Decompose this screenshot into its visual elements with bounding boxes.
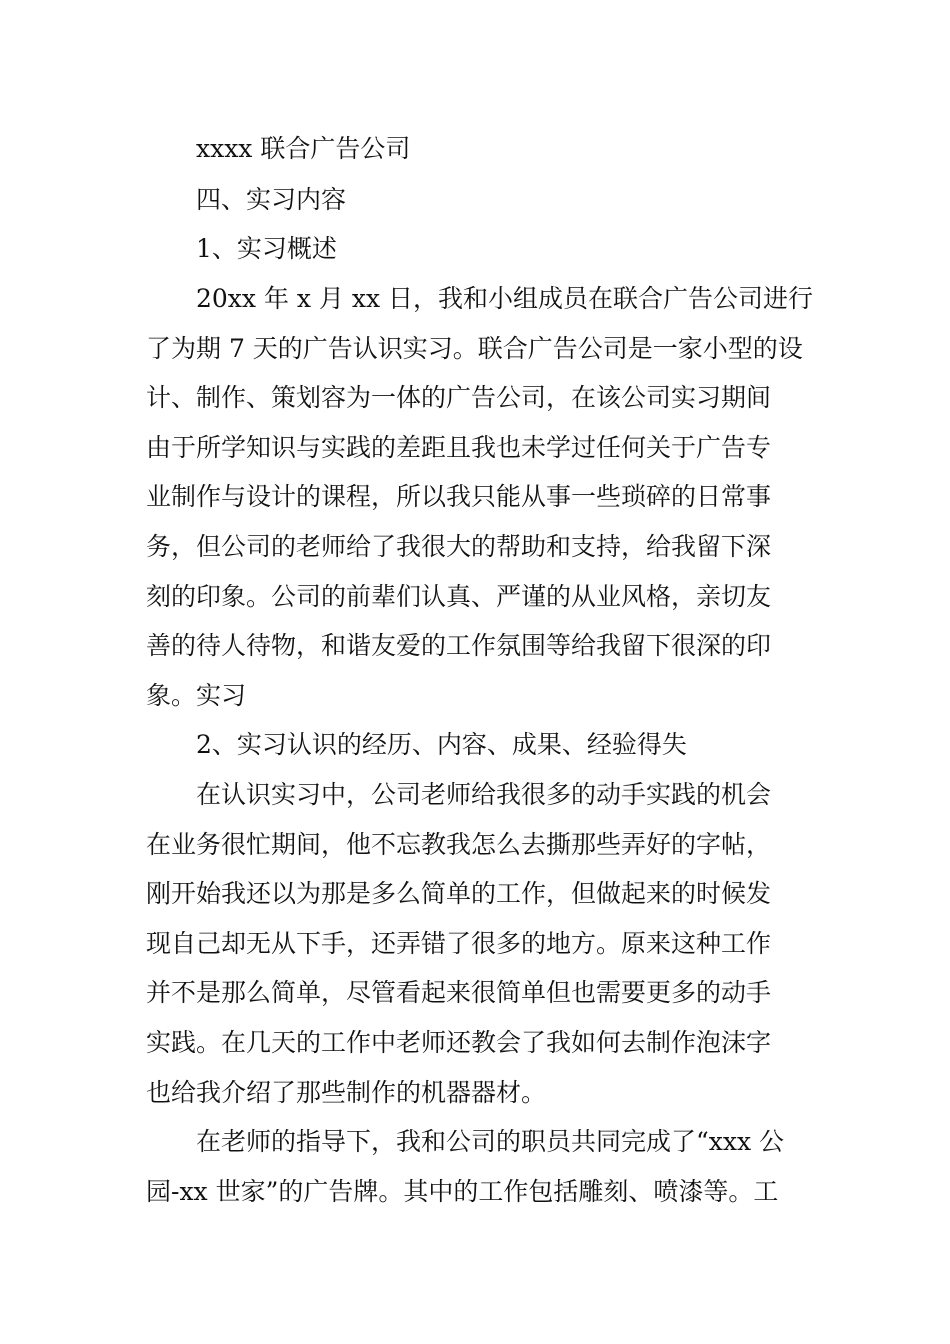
paragraph-line: 在认识实习中，公司老师给我很多的动手实践的机会 — [196, 780, 772, 809]
paragraph-line: 在老师的指导下，我和公司的职员共同完成了“xxx 公 — [196, 1127, 785, 1156]
paragraph-line: 在业务很忙期间，他不忘教我怎么去撕那些弄好的字帖， — [146, 830, 772, 859]
paragraph-line: 务，但公司的老师给了我很大的帮助和支持，给我留下深 — [146, 532, 772, 561]
paragraph-line: 业制作与设计的课程，所以我只能从事一些琐碎的日常事 — [146, 482, 772, 511]
paragraph-line: 计、制作、策划容为一体的广告公司，在该公司实习期间 — [146, 383, 772, 412]
paragraph-line: 现自己却无从下手，还弄错了很多的地方。原来这种工作 — [146, 929, 772, 958]
subheading-internship-experience: 2、实习认识的经历、内容、成果、经验得失 — [196, 730, 687, 759]
company-name-line: xxxx 联合广告公司 — [196, 134, 411, 163]
paragraph-line: 了为期 7 天的广告认识实习。联合广告公司是一家小型的设 — [146, 334, 803, 363]
paragraph-line: 刚开始我还以为那是多么简单的工作，但做起来的时候发 — [146, 879, 772, 908]
paragraph-line: 刻的印象。公司的前辈们认真、严谨的从业风格，亲切友 — [146, 582, 772, 611]
paragraph-line: 实践。在几天的工作中老师还教会了我如何去制作泡沫字 — [146, 1028, 772, 1057]
subheading-internship-overview: 1、实习概述 — [196, 234, 337, 263]
paragraph-line: 20xx 年 x 月 xx 日，我和小组成员在联合广告公司进行 — [196, 284, 814, 313]
section-heading-internship-content: 四、实习内容 — [196, 185, 347, 214]
paragraph-line: 并不是那么简单，尽管看起来很简单但也需要更多的动手 — [146, 978, 772, 1007]
paragraph-line: 由于所学知识与实践的差距且我也未学过任何关于广告专 — [146, 433, 772, 462]
paragraph-line: 象。实习 — [146, 681, 247, 710]
paragraph-line: 园-xx 世家”的广告牌。其中的工作包括雕刻、喷漆等。工 — [146, 1177, 779, 1206]
paragraph-line: 也给我介绍了那些制作的机器器材。 — [146, 1078, 547, 1107]
paragraph-line: 善的待人待物，和谐友爱的工作氛围等给我留下很深的印 — [146, 631, 772, 660]
